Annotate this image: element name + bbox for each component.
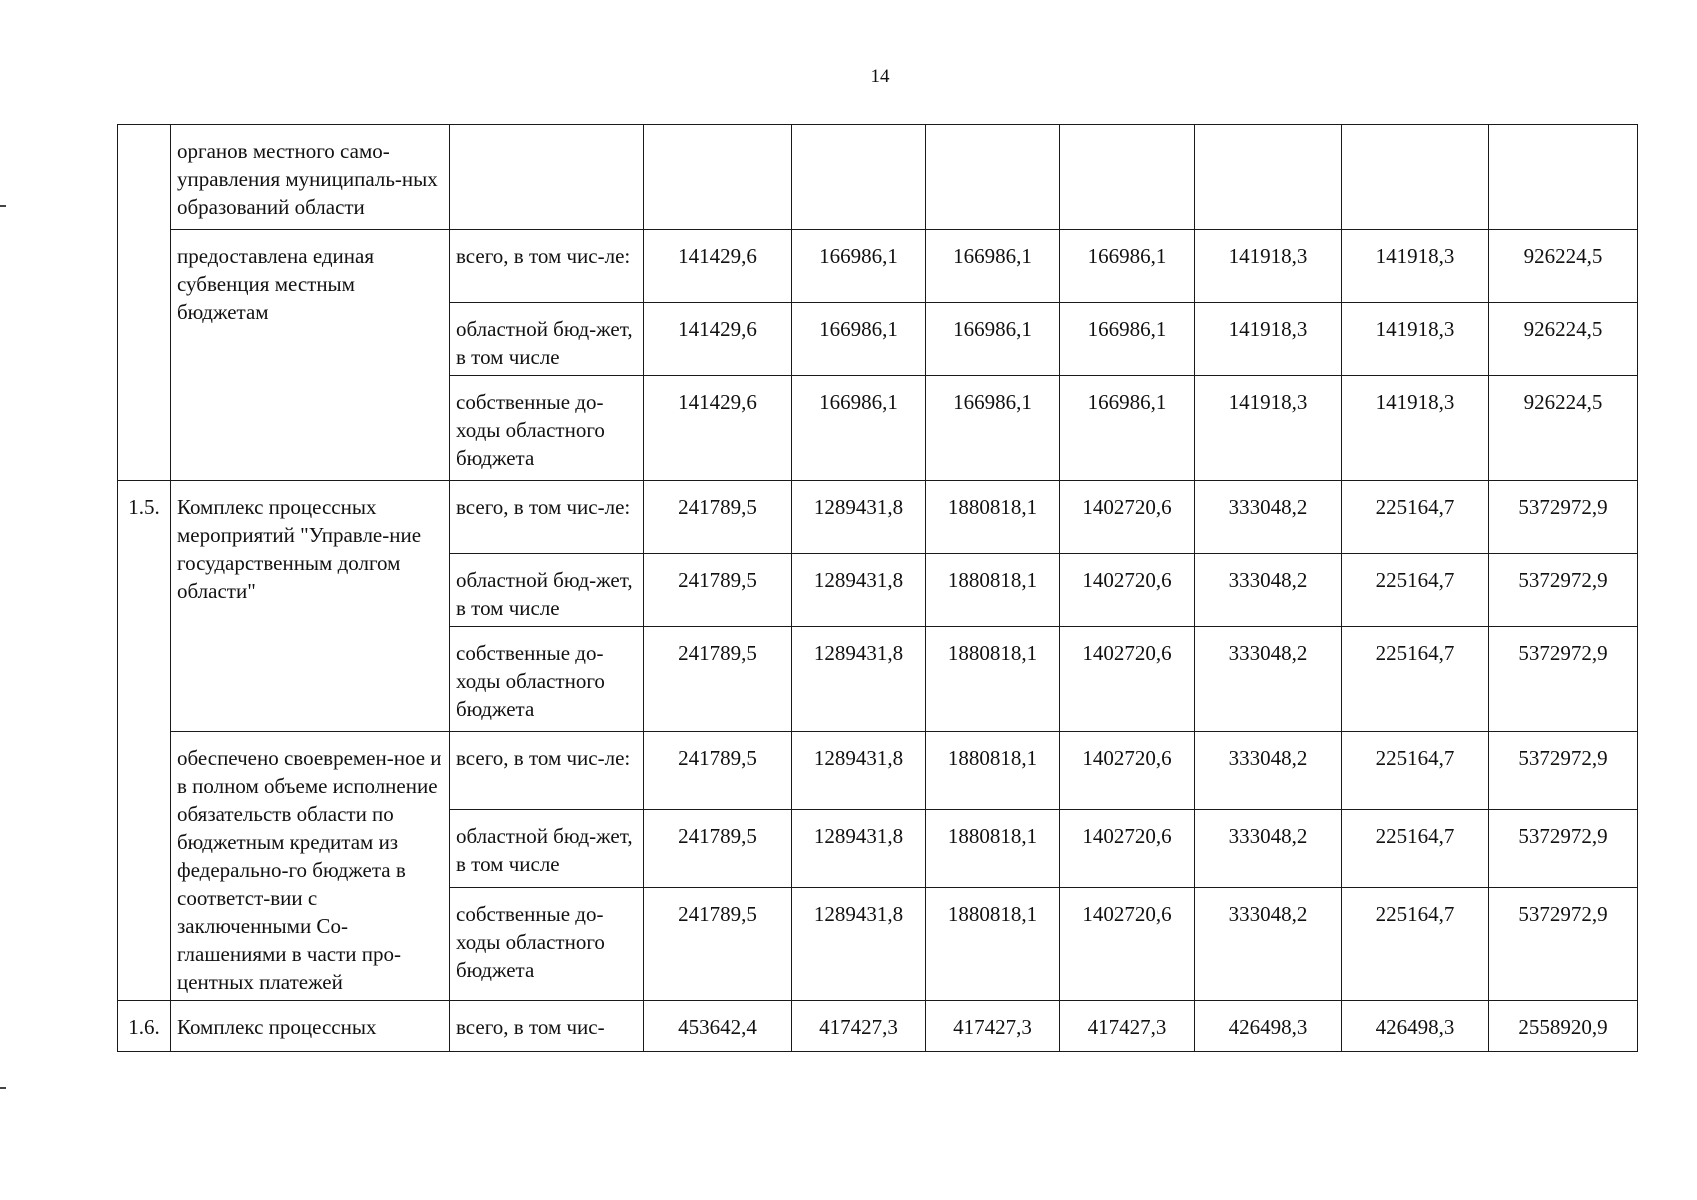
funding-type-cell: областной бюд-жет, в том числе	[450, 554, 644, 627]
value-cell: 166986,1	[926, 230, 1060, 303]
value-cell: 417427,3	[926, 1001, 1060, 1052]
value-cell: 426498,3	[1342, 1001, 1489, 1052]
funding-type-cell: всего, в том чис-ле:	[450, 732, 644, 810]
value-cell: 453642,4	[644, 1001, 792, 1052]
value-cell: 141918,3	[1342, 230, 1489, 303]
table-row	[118, 732, 1638, 810]
value-cell: 241789,5	[644, 810, 792, 888]
row-number-cell: 1.5.	[118, 481, 171, 1001]
value-cell: 1289431,8	[792, 888, 926, 1001]
value-cell: 166986,1	[1060, 230, 1195, 303]
value-cell: 166986,1	[792, 303, 926, 376]
table-row	[118, 481, 1638, 554]
value-cell: 1402720,6	[1060, 627, 1195, 732]
value-cell	[926, 125, 1060, 230]
value-cell	[1489, 125, 1638, 230]
budget-table	[117, 124, 1638, 1052]
value-cell: 5372972,9	[1489, 481, 1638, 554]
value-cell: 166986,1	[792, 376, 926, 481]
value-cell: 141918,3	[1195, 230, 1342, 303]
row-name-cell: обеспечено своевремен-ное и в полном объеме исполнение обязательств области по бюджетным кредитам из федерально-го бюджета в соответст-вии с заключенными Со-глашениями в части про-центных платежей	[171, 732, 450, 1001]
scan-edge-mark	[0, 205, 6, 207]
value-cell: 1880818,1	[926, 481, 1060, 554]
table-row	[118, 1001, 1638, 1052]
value-cell: 1289431,8	[792, 627, 926, 732]
funding-type-cell	[450, 125, 644, 230]
value-cell: 1880818,1	[926, 888, 1060, 1001]
value-cell: 1289431,8	[792, 810, 926, 888]
row-number-cell: 1.6.	[118, 1001, 171, 1052]
value-cell: 333048,2	[1195, 888, 1342, 1001]
row-name-cell: предоставлена единая субвенция местным бюджетам	[171, 230, 450, 481]
value-cell: 1880818,1	[926, 627, 1060, 732]
funding-type-cell: всего, в том чис-ле:	[450, 230, 644, 303]
value-cell: 333048,2	[1195, 554, 1342, 627]
value-cell: 1880818,1	[926, 554, 1060, 627]
value-cell: 1880818,1	[926, 810, 1060, 888]
value-cell: 241789,5	[644, 888, 792, 1001]
value-cell	[1195, 125, 1342, 230]
value-cell: 417427,3	[1060, 1001, 1195, 1052]
value-cell: 1880818,1	[926, 732, 1060, 810]
value-cell	[792, 125, 926, 230]
value-cell: 5372972,9	[1489, 554, 1638, 627]
value-cell: 166986,1	[1060, 303, 1195, 376]
value-cell: 333048,2	[1195, 627, 1342, 732]
value-cell: 141429,6	[644, 230, 792, 303]
value-cell: 2558920,9	[1489, 1001, 1638, 1052]
funding-type-cell: областной бюд-жет, в том числе	[450, 303, 644, 376]
funding-type-cell: собственные до-ходы областного бюджета	[450, 627, 644, 732]
value-cell: 1402720,6	[1060, 810, 1195, 888]
row-name-cell: Комплекс процессных мероприятий "Управле-ние государственным долгом области"	[171, 481, 450, 732]
value-cell: 333048,2	[1195, 732, 1342, 810]
value-cell	[644, 125, 792, 230]
value-cell: 5372972,9	[1489, 627, 1638, 732]
value-cell: 141429,6	[644, 376, 792, 481]
funding-type-cell: всего, в том чис-	[450, 1001, 644, 1052]
value-cell: 5372972,9	[1489, 732, 1638, 810]
table-row	[118, 125, 1638, 230]
value-cell: 241789,5	[644, 627, 792, 732]
page-number: 14	[870, 66, 890, 87]
row-number-cell	[118, 125, 171, 481]
row-name-cell: органов местного само-управления муниципаль-ных образований области	[171, 125, 450, 230]
value-cell: 141918,3	[1342, 303, 1489, 376]
value-cell: 141918,3	[1342, 376, 1489, 481]
value-cell: 241789,5	[644, 732, 792, 810]
value-cell: 1402720,6	[1060, 481, 1195, 554]
value-cell: 1289431,8	[792, 481, 926, 554]
value-cell: 1289431,8	[792, 732, 926, 810]
value-cell: 1402720,6	[1060, 888, 1195, 1001]
value-cell: 166986,1	[926, 376, 1060, 481]
value-cell: 225164,7	[1342, 732, 1489, 810]
value-cell	[1342, 125, 1489, 230]
value-cell: 5372972,9	[1489, 810, 1638, 888]
value-cell: 225164,7	[1342, 554, 1489, 627]
funding-type-cell: собственные до-ходы областного бюджета	[450, 888, 644, 1001]
value-cell: 225164,7	[1342, 481, 1489, 554]
value-cell: 1402720,6	[1060, 554, 1195, 627]
value-cell: 141918,3	[1195, 303, 1342, 376]
funding-type-cell: областной бюд-жет, в том числе	[450, 810, 644, 888]
value-cell: 241789,5	[644, 481, 792, 554]
value-cell: 333048,2	[1195, 810, 1342, 888]
value-cell: 225164,7	[1342, 810, 1489, 888]
value-cell: 225164,7	[1342, 888, 1489, 1001]
row-name-cell: Комплекс процессных	[171, 1001, 450, 1052]
scan-edge-mark	[0, 1087, 6, 1089]
funding-type-cell: собственные до-ходы областного бюджета	[450, 376, 644, 481]
value-cell: 166986,1	[926, 303, 1060, 376]
value-cell: 1289431,8	[792, 554, 926, 627]
value-cell: 426498,3	[1195, 1001, 1342, 1052]
value-cell: 225164,7	[1342, 627, 1489, 732]
table-row	[118, 230, 1638, 303]
funding-type-cell: всего, в том чис-ле:	[450, 481, 644, 554]
value-cell: 926224,5	[1489, 303, 1638, 376]
value-cell: 417427,3	[792, 1001, 926, 1052]
value-cell: 166986,1	[792, 230, 926, 303]
value-cell	[1060, 125, 1195, 230]
value-cell: 926224,5	[1489, 230, 1638, 303]
value-cell: 1402720,6	[1060, 732, 1195, 810]
value-cell: 5372972,9	[1489, 888, 1638, 1001]
value-cell: 141429,6	[644, 303, 792, 376]
value-cell: 926224,5	[1489, 376, 1638, 481]
value-cell: 166986,1	[1060, 376, 1195, 481]
value-cell: 241789,5	[644, 554, 792, 627]
value-cell: 333048,2	[1195, 481, 1342, 554]
value-cell: 141918,3	[1195, 376, 1342, 481]
